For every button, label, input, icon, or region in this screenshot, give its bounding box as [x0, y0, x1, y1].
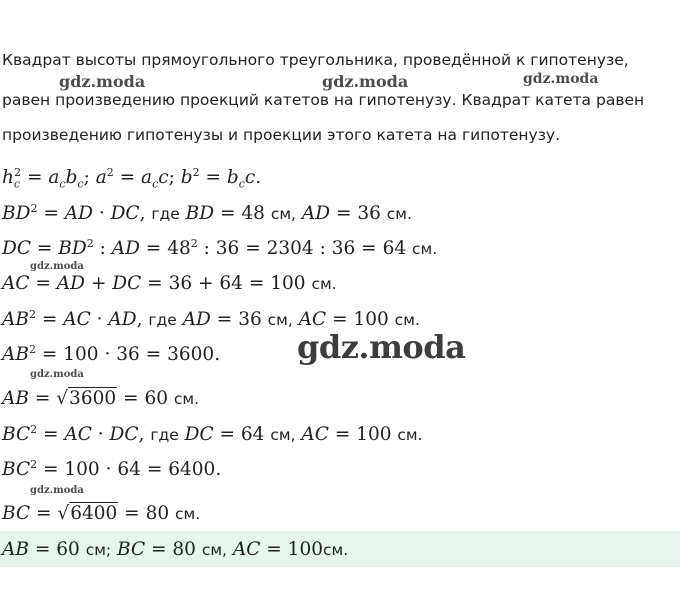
- unit-cm: см.: [412, 240, 438, 258]
- unit-cm: см.: [322, 541, 349, 559]
- value-ac: 100: [270, 273, 306, 294]
- word-where: где: [151, 205, 180, 223]
- value-bd: 48: [241, 203, 265, 224]
- value-dc: 64: [382, 238, 407, 259]
- intro-line-2: равен произведению проекций катетов на гипотенузу. Квадрат катета равен: [2, 91, 645, 109]
- intro-line-1: Квадрат высоты прямоугольного треугольника, проведённой к гипотенузе,: [2, 51, 629, 69]
- unit-cm: см.: [175, 505, 201, 523]
- sqrt-sign: √3600: [56, 388, 117, 409]
- formula-line-8: $BC^2$ = AC · DC, где DC = 64 см, AC = 100 см.: [2, 422, 423, 445]
- formula-line-9: $BC^2 = 100 \cdot 64 = 6400$.: [2, 457, 222, 480]
- intro-line-3: произведению гипотенузы и проекции этого катета на гипотенузу.: [2, 126, 561, 144]
- value-ab-sq: 3600: [167, 344, 215, 365]
- formula-line-5: $AB^2$ = AC · AD, где AD = 36 см, AC = 100 см.: [2, 307, 420, 330]
- watermark: gdz.moda: [523, 71, 599, 87]
- watermark: gdz.moda: [322, 72, 409, 91]
- answer-line: AB = 60 см; BC = 80 см, AC = 100см.: [2, 539, 349, 560]
- formula-line-3: DC = $BD^2$ : AD = $48^2$ : 36 = 2304 : 36 = 64 см.: [2, 236, 438, 259]
- unit-cm: см,: [267, 311, 293, 329]
- word-where: где: [150, 426, 179, 444]
- unit-cm: см;: [85, 541, 112, 559]
- watermark: gdz.moda: [30, 261, 84, 272]
- unit-cm: см,: [201, 541, 227, 559]
- formula-line-1: $h_c^2 = a_cb_c$; $a^2 = a_cc$; $b^2 = b_cc$.: [2, 165, 262, 191]
- formula-line-4: AC = AD + DC = 36 + 64 = 100 см.: [2, 273, 337, 294]
- unit-cm: см.: [397, 426, 423, 444]
- unit-cm: см,: [270, 426, 296, 444]
- word-where: где: [148, 311, 177, 329]
- value-bc: 80: [145, 503, 170, 524]
- value-ab: 60: [144, 388, 168, 409]
- formula-line-6: $AB^2 = 100 \cdot 36 = 3600$.: [2, 342, 221, 365]
- unit-cm: см.: [386, 205, 412, 223]
- unit-cm: см.: [394, 311, 420, 329]
- watermark: gdz.moda: [30, 369, 84, 380]
- value-bd-sq: 2304: [266, 238, 314, 259]
- watermark: gdz.moda: [59, 72, 146, 91]
- sqrt-sign: √6400: [57, 503, 118, 524]
- unit-cm: см,: [270, 205, 296, 223]
- unit-cm: см.: [311, 275, 337, 293]
- formula-line-10: BC = √6400 = 80 см.: [2, 503, 201, 524]
- value-bc-sq: 6400: [168, 459, 216, 480]
- formula-line-2: $BD^2$ = AD · DC, где BD = 48 см, AD = 36 см.: [2, 201, 412, 224]
- watermark-large: gdz.moda: [297, 328, 466, 366]
- unit-cm: см.: [173, 390, 200, 408]
- watermark: gdz.moda: [30, 485, 84, 496]
- value-ad: 36: [357, 203, 381, 224]
- formula-line-7: AB = √3600 = 60 см.: [2, 388, 200, 409]
